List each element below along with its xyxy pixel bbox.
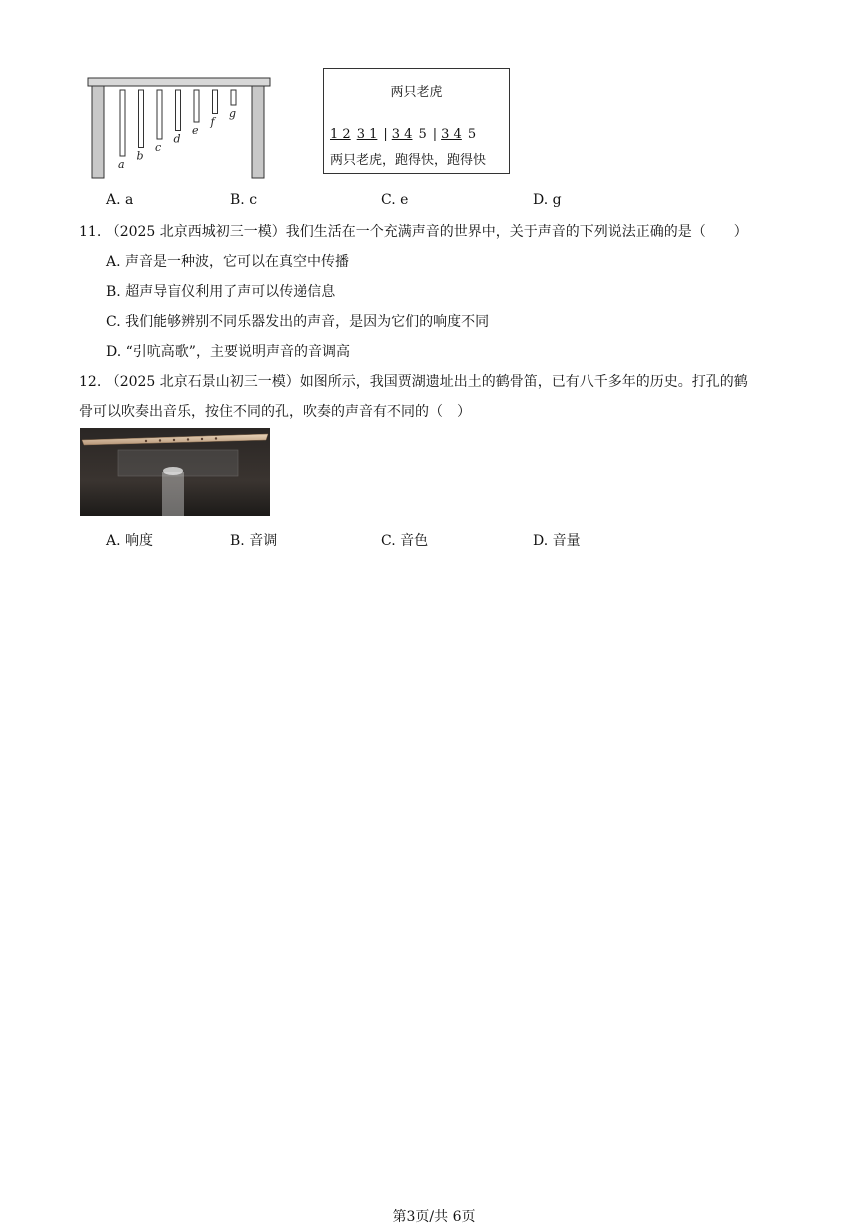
notation-token: 3 4 (391, 127, 413, 142)
chime-label: f (210, 115, 215, 129)
chime-label: e (192, 124, 199, 137)
notation-token: | (432, 127, 438, 142)
chime-tube (120, 90, 125, 156)
q12-option-b: B. 音调 (230, 533, 278, 549)
q11-option-c: C. 我们能够辨别不同乐器发出的声音，是因为它们的响度不同 (106, 314, 490, 330)
q11-option-a: A. 声音是一种波，它可以在真空中传播 (106, 254, 350, 270)
q12-stem-line2: 骨可以吹奏出音乐，按住不同的孔，吹奏的声音有不同的（ ） (79, 404, 471, 420)
q10-option-d: D. g (533, 192, 562, 208)
q10-option-b: B. c (230, 192, 258, 208)
page-footer: 第3页/共 6页 (392, 1209, 476, 1225)
chime-label: c (155, 141, 162, 154)
q12-option-d: D. 音量 (533, 533, 581, 549)
chime-label: b (136, 149, 144, 163)
song-title: 两只老虎 (390, 85, 443, 100)
chime-tube (231, 90, 236, 105)
q11-option-d: D. “引吭高歌”，主要说明声音的音调高 (106, 344, 350, 360)
q11-option-b: B. 超声导盲仪利用了声可以传递信息 (106, 284, 336, 300)
song-lyrics: 两只老虎，跑得快，跑得快 (330, 153, 487, 168)
bone-flute-photo (80, 428, 270, 516)
chimes-figure (86, 76, 274, 180)
chime-label: a (118, 158, 125, 171)
q12-option-c: C. 音色 (381, 533, 429, 549)
chime-tube (139, 90, 144, 148)
chime-tube (194, 90, 199, 122)
notation-token: 3 1 (356, 127, 378, 142)
chime-tube (213, 90, 218, 114)
chime-tube (157, 90, 162, 139)
q12-stem-line1: 12. （2025 北京石景山初三一模）如图所示，我国贾湖遗址出土的鹤骨笛，已有八千多年的历史。打孔的鹤 (79, 374, 748, 390)
q12-option-a: A. 响度 (106, 533, 154, 549)
chime-label: g (229, 107, 237, 120)
song-box (323, 68, 510, 174)
notation-token: 5 (418, 127, 427, 142)
notation-token: | (383, 127, 388, 142)
notation-token: 1 2 (330, 127, 351, 142)
q10-option-a: A. a (106, 192, 134, 208)
chime-tube (176, 90, 181, 131)
notation-token: 3 4 (441, 127, 462, 142)
notation-token: 5 (467, 127, 477, 142)
song-notation (330, 127, 482, 142)
q11-stem: 11. （2025 北京西城初三一模）我们生活在一个充满声音的世界中，关于声音的下列说法正确的是（ ） (79, 224, 748, 240)
q10-option-c: C. e (381, 192, 409, 208)
chime-label: d (173, 132, 181, 146)
